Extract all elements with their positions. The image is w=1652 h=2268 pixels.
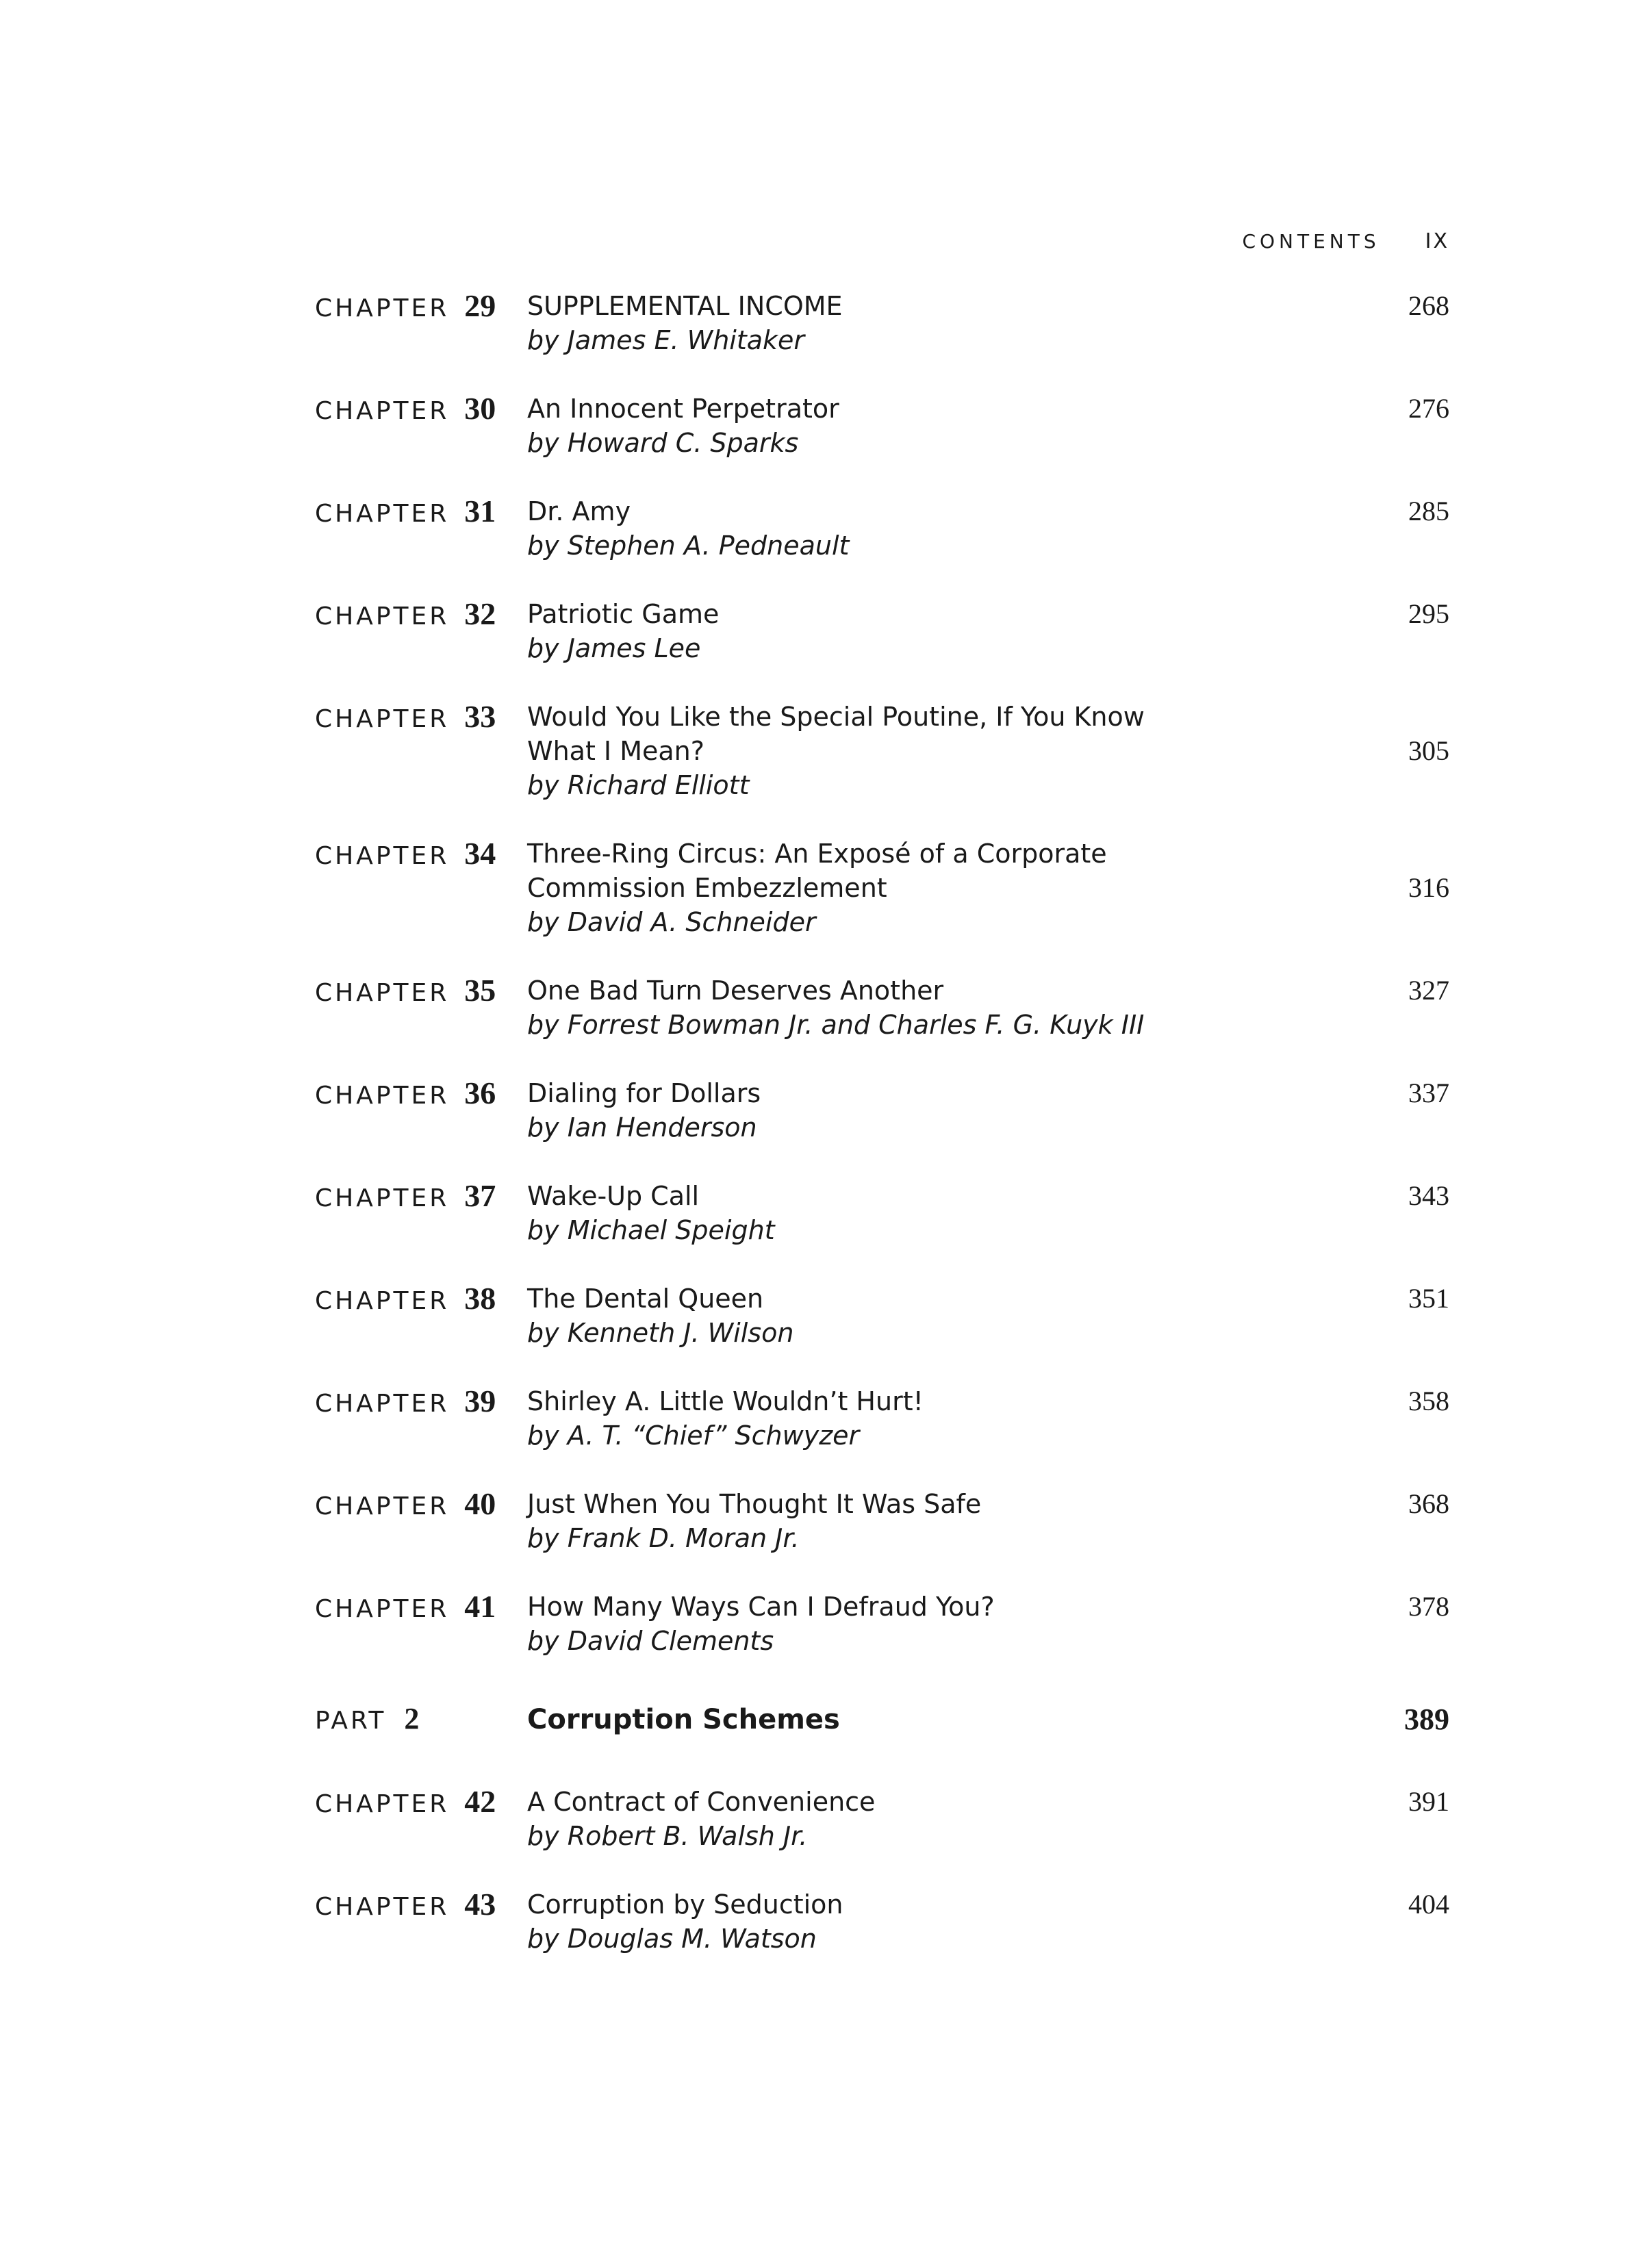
- entry-title: Three-Ring Circus: An Exposé of a Corporate Commission Embezzlement: [527, 839, 1107, 903]
- entry-page-number: 404: [1408, 1889, 1449, 1920]
- entry-title: Wake-Up Call: [527, 1181, 700, 1211]
- toc-chapter-entry: [315, 972, 1449, 1042]
- entry-label: [315, 1177, 527, 1214]
- entry-label-word: CHAPTER: [315, 1893, 450, 1921]
- entry-label: [315, 1075, 527, 1111]
- toc-chapter-entry: [315, 493, 1449, 563]
- entry-body: [527, 390, 1449, 460]
- entry-label-word: CHAPTER: [315, 397, 450, 425]
- entry-title: Corruption Schemes: [527, 1704, 840, 1735]
- entry-author: by Richard Elliott: [527, 770, 750, 800]
- toc-part-entry: [315, 1701, 1449, 1737]
- entry-body: [527, 1886, 1449, 1956]
- entry-label-word: CHAPTER: [315, 294, 450, 322]
- entry-author: by A. T. “Chief” Schwyzer: [527, 1420, 860, 1451]
- entry-number: 41: [464, 1589, 496, 1624]
- entry-title: Patriotic Game: [527, 599, 720, 629]
- entry-author: by David Clements: [527, 1626, 774, 1656]
- running-head: [1242, 229, 1449, 253]
- entry-page-number: 351: [1408, 1283, 1449, 1314]
- entry-label-word: CHAPTER: [315, 602, 450, 630]
- entry-number: 32: [464, 596, 496, 631]
- entry-label: [315, 835, 527, 871]
- entry-label: [315, 1588, 527, 1624]
- entry-author: by Kenneth J. Wilson: [527, 1318, 794, 1348]
- toc-chapter-entry: [315, 1588, 1449, 1658]
- entry-label-word: CHAPTER: [315, 1492, 450, 1520]
- entry-page-number: 295: [1408, 598, 1449, 629]
- entry-title: Just When You Thought It Was Safe: [527, 1489, 982, 1519]
- entry-body: [527, 1075, 1449, 1145]
- entry-page-number: 368: [1408, 1488, 1449, 1519]
- entry-body: [527, 698, 1449, 802]
- entry-title: Would You Like the Special Poutine, If You Know What I Mean?: [527, 702, 1145, 766]
- entry-number: 34: [464, 836, 496, 871]
- toc-chapter-entry: [315, 1486, 1449, 1555]
- entry-title: Dr. Amy: [527, 496, 631, 526]
- entry-page-number: 337: [1408, 1078, 1449, 1108]
- entry-label-word: CHAPTER: [315, 705, 450, 733]
- entry-body: [527, 1383, 1449, 1453]
- entry-title: Corruption by Seduction: [527, 1889, 843, 1920]
- entry-body: [527, 1701, 1449, 1737]
- entry-author: by Michael Speight: [527, 1215, 775, 1245]
- toc-chapter-entry: [315, 1383, 1449, 1453]
- entry-title: How Many Ways Can I Defraud You?: [527, 1592, 995, 1622]
- entry-label-word: CHAPTER: [315, 1287, 450, 1315]
- entry-page-number: 268: [1408, 290, 1449, 321]
- entry-page-number: 358: [1408, 1386, 1449, 1416]
- entry-label: [315, 596, 527, 632]
- entry-body: [527, 1486, 1449, 1555]
- entry-body: [527, 835, 1449, 939]
- entry-body: [527, 596, 1449, 665]
- entry-label: [315, 1383, 527, 1419]
- entry-number: 39: [464, 1384, 496, 1418]
- entry-author: by Stephen A. Pedneault: [527, 531, 850, 561]
- entry-number: 31: [464, 494, 496, 528]
- toc-chapter-entry: [315, 698, 1449, 802]
- entry-author: by Howard C. Sparks: [527, 428, 799, 458]
- entry-number: 40: [464, 1486, 496, 1521]
- entry-page-number: 285: [1408, 496, 1449, 526]
- toc-chapter-entry: [315, 1177, 1449, 1247]
- entry-label: [315, 288, 527, 324]
- entry-number: 33: [464, 699, 496, 734]
- entry-title: SUPPLEMENTAL INCOME: [527, 291, 843, 321]
- entry-page-number: 389: [1404, 1703, 1449, 1736]
- entry-label: [315, 1486, 527, 1522]
- entry-body: [527, 493, 1449, 563]
- entry-label-word: CHAPTER: [315, 1390, 450, 1418]
- toc-chapter-entry: [315, 1886, 1449, 1956]
- entry-page-number: 276: [1408, 393, 1449, 424]
- entry-number: 43: [464, 1887, 496, 1922]
- entry-label: [315, 1783, 527, 1820]
- entry-page-number: 316: [1408, 872, 1449, 903]
- entry-label-word: CHAPTER: [315, 500, 450, 528]
- entry-author: by Frank D. Moran Jr.: [527, 1523, 800, 1553]
- entry-body: [527, 972, 1449, 1042]
- entry-number: 36: [464, 1075, 496, 1110]
- entry-page-number: 378: [1408, 1591, 1449, 1622]
- entry-body: [527, 1588, 1449, 1658]
- entry-body: [527, 1177, 1449, 1247]
- entry-label-word: PART: [315, 1707, 387, 1735]
- entry-page-number: 391: [1408, 1786, 1449, 1817]
- entry-title: Shirley A. Little Wouldn’t Hurt!: [527, 1386, 924, 1416]
- entry-number: 38: [464, 1281, 496, 1316]
- entry-page-number: 305: [1408, 735, 1449, 766]
- entry-label: [315, 390, 527, 426]
- entry-title: One Bad Turn Deserves Another: [527, 976, 944, 1006]
- toc-chapter-entry: [315, 1783, 1449, 1853]
- toc-chapter-entry: [315, 596, 1449, 665]
- entry-author: by Douglas M. Watson: [527, 1924, 817, 1954]
- running-head-label: CONTENTS: [1242, 230, 1380, 253]
- entry-label-word: CHAPTER: [315, 1184, 450, 1212]
- entry-author: by Ian Henderson: [527, 1112, 757, 1143]
- entry-page-number: 327: [1408, 975, 1449, 1006]
- entry-label-word: CHAPTER: [315, 842, 450, 870]
- entry-number: 2: [404, 1702, 420, 1735]
- entry-title: The Dental Queen: [527, 1284, 764, 1314]
- entry-label: [315, 1886, 527, 1922]
- toc-chapter-entry: [315, 390, 1449, 460]
- entry-number: 29: [464, 288, 496, 323]
- entry-author: by James E. Whitaker: [527, 325, 805, 355]
- entry-body: [527, 288, 1449, 357]
- page-number: IX: [1425, 229, 1449, 253]
- entry-body: [527, 1280, 1449, 1350]
- entry-author: by Robert B. Walsh Jr.: [527, 1821, 808, 1851]
- entry-label: [315, 698, 527, 735]
- entry-number: 35: [464, 973, 496, 1008]
- entry-author: by James Lee: [527, 633, 701, 663]
- entry-title: Dialing for Dollars: [527, 1078, 761, 1108]
- entry-author: by David A. Schneider: [527, 907, 816, 937]
- entry-number: 30: [464, 391, 496, 426]
- entry-label: [315, 1280, 527, 1316]
- entry-number: 42: [464, 1784, 496, 1819]
- entry-label: [315, 1701, 527, 1736]
- entry-label: [315, 972, 527, 1008]
- entry-author: by Forrest Bowman Jr. and Charles F. G. Kuyk III: [527, 1010, 1145, 1040]
- entry-page-number: 343: [1408, 1180, 1449, 1211]
- toc-chapter-entry: [315, 835, 1449, 939]
- entry-label-word: CHAPTER: [315, 1790, 450, 1818]
- entry-number: 37: [464, 1178, 496, 1213]
- entry-label-word: CHAPTER: [315, 979, 450, 1007]
- entry-label-word: CHAPTER: [315, 1595, 450, 1623]
- entry-title: An Innocent Perpetrator: [527, 394, 839, 424]
- entry-label: [315, 493, 527, 529]
- toc-chapter-entry: [315, 288, 1449, 357]
- entry-body: [527, 1783, 1449, 1853]
- entry-title: A Contract of Convenience: [527, 1787, 876, 1817]
- toc-chapter-entry: [315, 1280, 1449, 1350]
- toc-chapter-entry: [315, 1075, 1449, 1145]
- entry-label-word: CHAPTER: [315, 1082, 450, 1110]
